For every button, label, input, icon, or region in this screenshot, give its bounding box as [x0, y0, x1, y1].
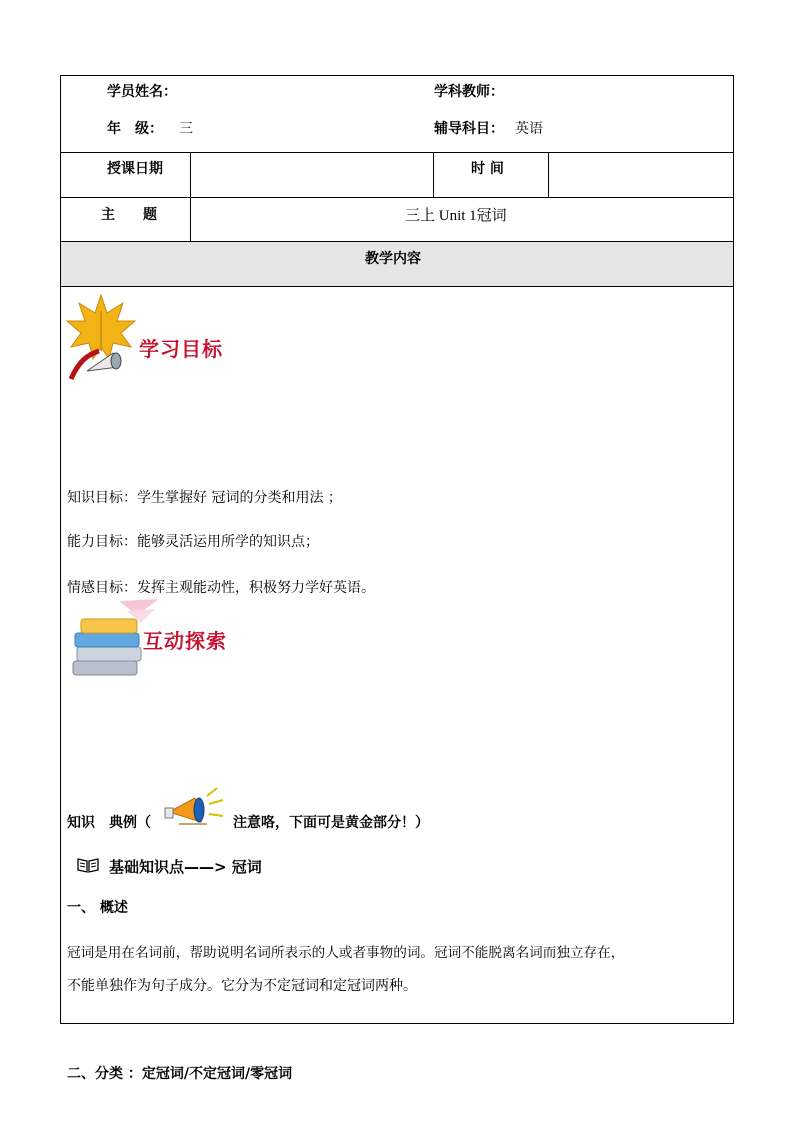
content-area [61, 287, 733, 1082]
topic-row [61, 198, 733, 242]
subject-value: 英语 [515, 121, 543, 137]
basic-knowledge-heading: 基础知识点——> 冠词 [109, 858, 262, 876]
student-name-label: 学员姓名： [107, 84, 177, 100]
date-row [61, 153, 733, 198]
grade-label: 年 级： [107, 121, 163, 137]
knowledge-example-prefix: 知识 典例（ [67, 815, 151, 831]
divider [548, 153, 549, 197]
content-header-row [61, 242, 733, 287]
lesson-sheet [60, 75, 734, 1082]
knowledge-goal: 知识目标：学生掌握好 冠词的分类和用法 ； [67, 490, 342, 506]
time-label: 时 间 [471, 161, 504, 177]
date-label: 授课日期 [107, 161, 163, 177]
topic-label: 主 题 [101, 207, 157, 223]
teacher-label: 学科教师： [434, 84, 504, 100]
subject-label: 辅导科目： [434, 121, 504, 137]
section-overview-body-2: 不能单独作为句子成分。它分为不定冠词和定冠词两种。 [67, 978, 417, 994]
divider [190, 198, 191, 241]
grade-value: 三 [179, 121, 193, 137]
explore-badge [67, 595, 237, 687]
knowledge-example-suffix: 注意咯，下面可是黄金部分！） [233, 815, 429, 831]
section-classification-title: 二、分类 ：定冠词/不定冠词/零冠词 [67, 1066, 293, 1082]
maple-leaf-bell-icon [65, 291, 137, 383]
learning-goals-title: 学习目标 [139, 337, 223, 361]
megaphone-icon [161, 782, 227, 830]
section-overview-title: 一、 概述 [67, 900, 128, 916]
content-label: 教学内容 [365, 251, 421, 267]
emotion-goal: 情感目标：发挥主观能动性，积极努力学好英语。 [67, 580, 375, 596]
info-row [61, 76, 733, 153]
ability-goal: 能力目标：能够灵活运用所学的知识点； [67, 534, 319, 550]
learning-goals-badge [65, 291, 235, 383]
topic-value: 三上 Unit 1冠词 [405, 208, 507, 224]
divider [190, 153, 191, 197]
divider [433, 153, 434, 197]
explore-title: 互动探索 [143, 629, 227, 653]
section-overview-body-1: 冠词是用在名词前，帮助说明名词所表示的人或者事物的词。冠词不能脱离名词而独立存在， [67, 945, 625, 961]
open-book-icon [77, 857, 99, 873]
